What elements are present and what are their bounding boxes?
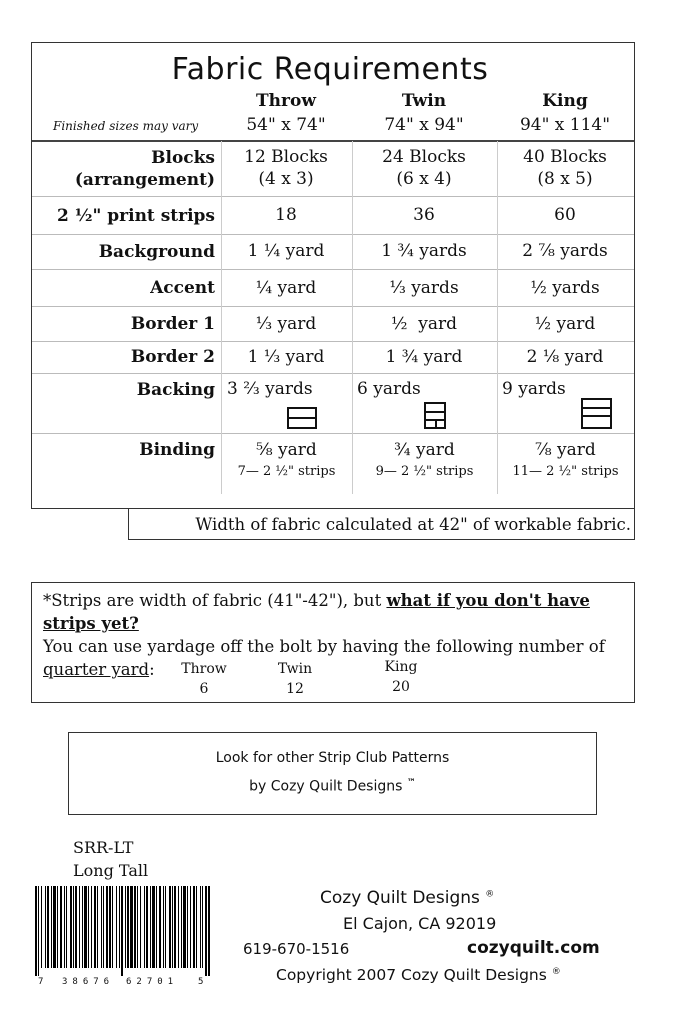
company-phone: 619-670-1516: [243, 940, 350, 958]
cell-border2-twin: 1 ¾ yard: [385, 347, 463, 367]
cell-backing-twin: 6 yards: [357, 379, 421, 399]
cell-border1-king: ½ yard: [534, 314, 596, 334]
barcode-bar: [202, 886, 203, 968]
promo-line-2-text: by Cozy Quilt Designs: [249, 778, 403, 795]
cell-line: 12 Blocks: [244, 147, 328, 167]
copyright-text: Copyright 2007 Cozy Quilt Designs: [276, 966, 547, 984]
row-divider: [32, 341, 634, 342]
barcode-digit-first: 7: [38, 977, 44, 987]
barcode-bar: [116, 886, 117, 968]
barcode-bar: [101, 886, 102, 968]
strips-line1-text: *Strips are width of fabric (41"-42"), but: [43, 591, 387, 610]
barcode-bar: [127, 886, 129, 968]
barcode-bar: [163, 886, 164, 968]
barcode-bar: [88, 886, 89, 968]
table-title: Fabric Requirements: [171, 52, 489, 87]
barcode-bar: [64, 886, 65, 968]
product-name: Long Tall: [73, 861, 149, 880]
barcode-bar: [109, 886, 111, 968]
barcode-bar: [174, 886, 176, 968]
barcode-bar: [200, 886, 201, 968]
cell-backing-throw: 3 ⅔ yards: [227, 379, 313, 399]
backing-diagram-king-icon: [581, 398, 612, 429]
barcode-bar: [112, 886, 113, 968]
cell-blocks-king: [505, 146, 625, 190]
quarter-twin-name: Twin: [277, 661, 313, 677]
registered-symbol: ®: [551, 966, 561, 977]
quarter-yard-colon: :: [149, 660, 155, 679]
quarter-yard-label: quarter yard: [43, 660, 150, 679]
barcode-bar: [106, 886, 108, 968]
cell-line: 40 Blocks: [523, 147, 607, 167]
barcode-bar: [144, 886, 145, 968]
row-divider: [32, 433, 634, 434]
quarter-king: [371, 657, 431, 697]
cell-border1-twin: ½ yard: [390, 314, 458, 334]
cell-blocks-throw: [226, 146, 346, 190]
column-header-throw: Throw: [256, 91, 316, 111]
row-label-background: Background: [98, 242, 215, 262]
barcode-bar: [57, 886, 58, 968]
quarter-twin-count: 12: [286, 681, 304, 697]
row-divider: [32, 140, 634, 142]
barcode-bar: [190, 886, 191, 968]
cell-accent-throw: ¼ yard: [255, 278, 317, 298]
finished-size-note: Finished sizes may vary: [53, 119, 199, 133]
cell-line: (4 x 3): [258, 169, 314, 189]
barcode-bar: [84, 886, 87, 968]
width-note: Width of fabric calculated at 42" of workable fabric.: [195, 515, 631, 534]
barcode-bar: [208, 886, 210, 976]
barcode-digits-right: 62701: [126, 977, 179, 987]
promo-line-1: Look for other Strip Club Patterns: [215, 750, 450, 766]
company-name: [320, 888, 494, 908]
barcode-bar: [146, 886, 148, 968]
cell-background-king: 2 ⅞ yards: [522, 241, 608, 261]
cell-line: 24 Blocks: [382, 147, 466, 167]
row-divider: [32, 269, 634, 270]
strips-question: what if you don't have strips yet?: [43, 591, 590, 633]
barcode-bar: [152, 886, 155, 968]
barcode-bar: [187, 886, 188, 968]
barcode-bar: [165, 886, 166, 968]
cell-background-twin: 1 ¾ yards: [381, 241, 467, 261]
barcode-image: [33, 886, 213, 976]
cell-strips-throw: 18: [275, 205, 297, 225]
barcode-bar: [53, 886, 56, 968]
row-label-backing: Backing: [136, 380, 215, 400]
cell-line: 7— 2 ½" strips: [237, 464, 336, 479]
copyright: [276, 966, 561, 984]
barcode-bar: [125, 886, 126, 968]
company-website-link[interactable]: cozyquilt.com: [467, 938, 600, 958]
row-label-blocks-line1: Blocks: [151, 148, 215, 168]
cell-border2-throw: 1 ⅓ yard: [247, 347, 325, 367]
row-label-blocks-line2: (arrangement): [74, 170, 215, 190]
registered-symbol: ®: [485, 889, 495, 900]
barcode-bar: [73, 886, 74, 968]
barcode-bar: [35, 886, 37, 976]
barcode-bar: [137, 886, 138, 968]
barcode-bar: [103, 886, 104, 968]
cell-backing-king: 9 yards: [502, 379, 566, 399]
cell-border1-throw: ⅓ yard: [255, 314, 317, 334]
quarter-throw-name: Throw: [181, 661, 227, 677]
trademark-symbol: ™: [406, 778, 416, 788]
barcode-digit-last: 5: [198, 977, 204, 987]
barcode-bar: [97, 886, 98, 968]
row-label-accent: Accent: [150, 278, 215, 298]
column-header-king: King: [542, 91, 588, 111]
barcode-bar: [75, 886, 77, 968]
barcode-bar: [130, 886, 133, 968]
barcode-bar: [79, 886, 80, 968]
column-header-twin: Twin: [401, 91, 447, 111]
barcode-bar: [181, 886, 182, 968]
cell-line: (8 x 5): [537, 169, 593, 189]
row-divider: [32, 306, 634, 307]
quarter-king-name: King: [384, 659, 418, 675]
strips-info-text: [43, 589, 628, 681]
cell-blocks-twin: [364, 146, 484, 190]
barcode-bar: [159, 886, 161, 968]
promo-box: [68, 732, 597, 815]
column-size-throw: 54" x 74": [246, 115, 326, 135]
barcode-bar: [169, 886, 171, 968]
cell-line: 9— 2 ½" strips: [375, 464, 474, 479]
barcode-bar: [134, 886, 136, 968]
cell-strips-twin: 36: [413, 205, 435, 225]
barcode-bar: [178, 886, 179, 968]
backing-diagram-throw-icon: [287, 407, 317, 429]
cell-binding-twin: [352, 439, 497, 483]
cell-border2-king: 2 ⅛ yard: [526, 347, 604, 367]
barcode-bar: [47, 886, 49, 968]
quarter-king-count: 20: [392, 679, 410, 695]
barcode-digits-left: 38676: [62, 977, 115, 987]
row-label-border-1: Border 1: [130, 314, 215, 334]
barcode-bar: [205, 886, 207, 976]
column-size-twin: 74" x 94": [384, 115, 464, 135]
barcode-bar: [121, 886, 123, 976]
barcode-bar: [172, 886, 173, 968]
cell-background-throw: 1 ¼ yard: [247, 241, 325, 261]
strips-line2: You can use yardage off the bolt by having the following number of: [43, 637, 605, 656]
barcode-bar: [150, 886, 151, 968]
company-city: El Cajon, CA 92019: [343, 914, 497, 933]
barcode-bar: [45, 886, 46, 968]
row-divider: [32, 196, 634, 197]
barcode-bar: [82, 886, 83, 968]
quarter-throw-count: 6: [199, 681, 209, 697]
barcode-bar: [183, 886, 186, 968]
barcode-bar: [119, 886, 120, 968]
row-label-binding: Binding: [139, 440, 215, 460]
barcode-bar: [41, 886, 42, 968]
row-divider: [32, 373, 634, 374]
barcode-bar: [51, 886, 52, 968]
cell-line: ¾ yard: [394, 440, 455, 460]
backing-diagram-twin-icon: [424, 402, 446, 429]
barcode-bar: [140, 886, 141, 968]
cell-accent-king: ½ yards: [530, 278, 600, 298]
barcode-bar: [156, 886, 157, 968]
cell-strips-king: 60: [554, 205, 576, 225]
cell-binding-throw: [221, 439, 352, 483]
cell-line: ⅝ yard: [256, 440, 317, 460]
barcode-bar: [196, 886, 197, 968]
cell-line: (6 x 4): [396, 169, 452, 189]
barcode-bar: [38, 886, 39, 976]
cell-line: ⅞ yard: [535, 440, 596, 460]
barcode-bar: [94, 886, 96, 968]
cell-line: 11— 2 ½" strips: [512, 464, 619, 479]
quarter-twin: [265, 659, 325, 699]
strips-line3: [43, 658, 628, 681]
cell-binding-king: [497, 439, 634, 483]
barcode-bar: [66, 886, 67, 968]
barcode-bar: [60, 886, 62, 968]
barcode-bar: [91, 886, 92, 968]
barcode-bar: [193, 886, 195, 968]
column-size-king: 94" x 114": [519, 115, 611, 135]
company-name-text: Cozy Quilt Designs: [320, 888, 480, 908]
row-label-border-2: Border 2: [130, 347, 215, 367]
barcode-bar: [70, 886, 72, 968]
quarter-throw: [174, 659, 234, 699]
promo-line-2: [68, 778, 597, 795]
cell-accent-twin: ⅓ yards: [389, 278, 459, 298]
row-divider: [32, 234, 634, 235]
product-code: SRR-LT: [73, 838, 134, 857]
row-label-print-strips: 2 ½" print strips: [57, 206, 215, 226]
row-label-blocks: [75, 147, 215, 191]
